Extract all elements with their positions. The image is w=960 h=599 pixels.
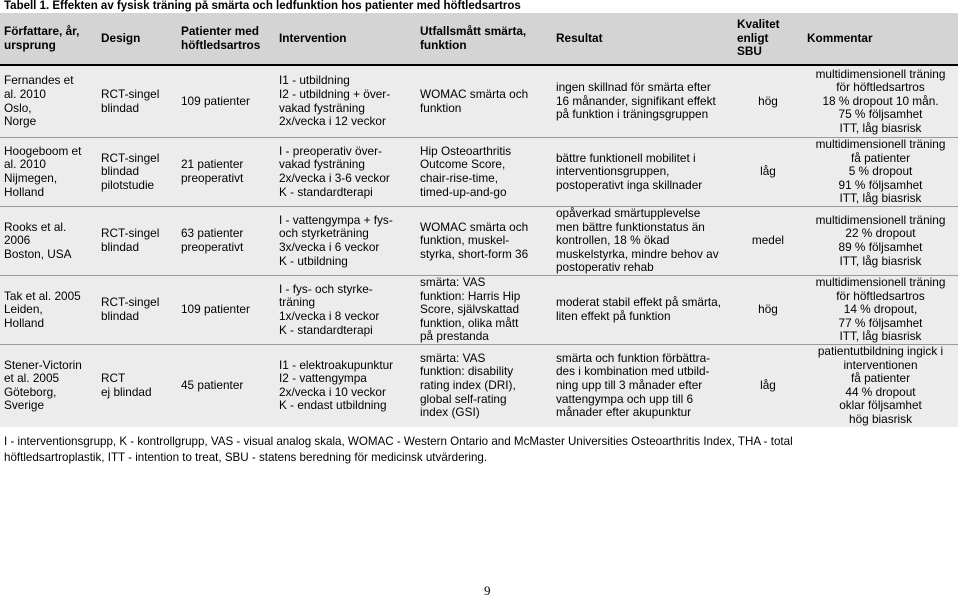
- cell-author: Fernandes et al. 2010 Oslo, Norge: [0, 65, 97, 138]
- cell-design: RCT-singel blindad: [97, 207, 177, 276]
- header-author: Författare, år, ursprung: [0, 13, 97, 65]
- table-row: [0, 65, 958, 138]
- cell-author: Hoogeboom et al. 2010 Nijmegen, Holland: [0, 138, 97, 207]
- cell-intervention: I - vattengympa + fys- och styrketräning 3x/vecka i 6 veckor K - utbildning: [275, 207, 416, 276]
- cell-comment: multidimensionell träning 22 % dropout 89 % följsamhet ITT, låg biasrisk: [803, 207, 958, 276]
- cell-quality: låg: [733, 345, 803, 427]
- cell-intervention: I1 - elektroakupunktur I2 - vattengympa 2x/vecka i 10 veckor K - endast utbildning: [275, 345, 416, 427]
- cell-outcome: WOMAC smärta och funktion, muskel- styrka, short-form 36: [416, 207, 552, 276]
- cell-result: moderat stabil effekt på smärta, liten effekt på funktion: [552, 276, 733, 345]
- cell-patients: 109 patienter: [177, 65, 275, 138]
- table-title: Tabell 1. Effekten av fysisk träning på smärta och ledfunktion hos patienter med höftledsartros: [4, 0, 521, 12]
- cell-outcome: Hip Osteoarthritis Outcome Score, chair-rise-time, timed-up-and-go: [416, 138, 552, 207]
- header-patients: Patienter med höftledsartros: [177, 13, 275, 65]
- cell-comment: multidimensionell träning för höftledsartros 14 % dropout, 77 % följsamhet ITT, låg biasrisk: [803, 276, 958, 345]
- page-number: 9: [484, 583, 491, 598]
- cell-quality: hög: [733, 276, 803, 345]
- table-header-row: [0, 13, 958, 65]
- cell-quality: hög: [733, 65, 803, 138]
- cell-patients: 63 patienter preoperativt: [177, 207, 275, 276]
- evidence-table: [0, 13, 958, 427]
- cell-result: bättre funktionell mobilitet i interventionsgruppen, postoperativt inga skillnader: [552, 138, 733, 207]
- cell-author: Tak et al. 2005 Leiden, Holland: [0, 276, 97, 345]
- cell-outcome: smärta: VAS funktion: disability rating index (DRI), global self-rating index (GSI): [416, 345, 552, 427]
- cell-intervention: I1 - utbildning I2 - utbildning + över- vakad fysträning 2x/vecka i 12 veckor: [275, 65, 416, 138]
- table-row: [0, 207, 958, 276]
- cell-result: ingen skillnad för smärta efter 16 månander, signifikant effekt på funktion i träningsgruppen: [552, 65, 733, 138]
- cell-patients: 45 patienter: [177, 345, 275, 427]
- header-outcome: Utfallsmått smärta, funktion: [416, 13, 552, 65]
- cell-intervention: I - preoperativ över- vakad fysträning 2x/vecka i 3-6 veckor K - standardterapi: [275, 138, 416, 207]
- cell-design: RCT-singel blindad pilotstudie: [97, 138, 177, 207]
- cell-result: smärta och funktion förbättra- des i kombination med utbild- ning upp till 3 månader efter vattengympa och upp till 6 månader efter akupunktur: [552, 345, 733, 427]
- cell-quality: medel: [733, 207, 803, 276]
- header-design: Design: [97, 13, 177, 65]
- cell-outcome: WOMAC smärta och funktion: [416, 65, 552, 138]
- cell-patients: 109 patienter: [177, 276, 275, 345]
- header-comment: Kommentar: [803, 13, 958, 65]
- table-row: [0, 276, 958, 345]
- cell-quality: låg: [733, 138, 803, 207]
- cell-design: RCT-singel blindad: [97, 65, 177, 138]
- table-row: [0, 345, 958, 427]
- header-quality: Kvalitet enligt SBU: [733, 13, 803, 65]
- cell-design: RCT ej blindad: [97, 345, 177, 427]
- cell-outcome: smärta: VAS funktion: Harris Hip Score, självskattad funktion, olika mått på prestanda: [416, 276, 552, 345]
- cell-author: Rooks et al. 2006 Boston, USA: [0, 207, 97, 276]
- table-row: [0, 138, 958, 207]
- header-intervention: Intervention: [275, 13, 416, 65]
- cell-intervention: I - fys- och styrke- träning 1x/vecka i 8 veckor K - standardterapi: [275, 276, 416, 345]
- cell-comment: multidimensionell träning för höftledsartros 18 % dropout 10 mån. 75 % följsamhet ITT, låg biasrisk: [803, 65, 958, 138]
- cell-comment: multidimensionell träning få patienter 5 % dropout 91 % följsamhet ITT, låg biasrisk: [803, 138, 958, 207]
- cell-patients: 21 patienter preoperativt: [177, 138, 275, 207]
- cell-comment: patientutbildning ingick i interventionen få patienter 44 % dropout oklar följsamhet hög biasrisk: [803, 345, 958, 427]
- cell-result: opåverkad smärtupplevelse men bättre funktionstatus än kontrollen, 18 % ökad muskelstyrka, mindre behov av postoperativ rehab: [552, 207, 733, 276]
- table-footnote: I - interventionsgrupp, K - kontrollgrupp, VAS - visual analog skala, WOMAC - Western Ontario and McMaster Universities Osteoarthritis Index, THA - total höftledsartroplastik, ITT - intention to treat, SBU - statens beredning för medicinsk utvärdering.: [4, 435, 793, 464]
- header-result: Resultat: [552, 13, 733, 65]
- cell-author: Stener-Victorin et al. 2005 Göteborg, Sverige: [0, 345, 97, 427]
- cell-design: RCT-singel blindad: [97, 276, 177, 345]
